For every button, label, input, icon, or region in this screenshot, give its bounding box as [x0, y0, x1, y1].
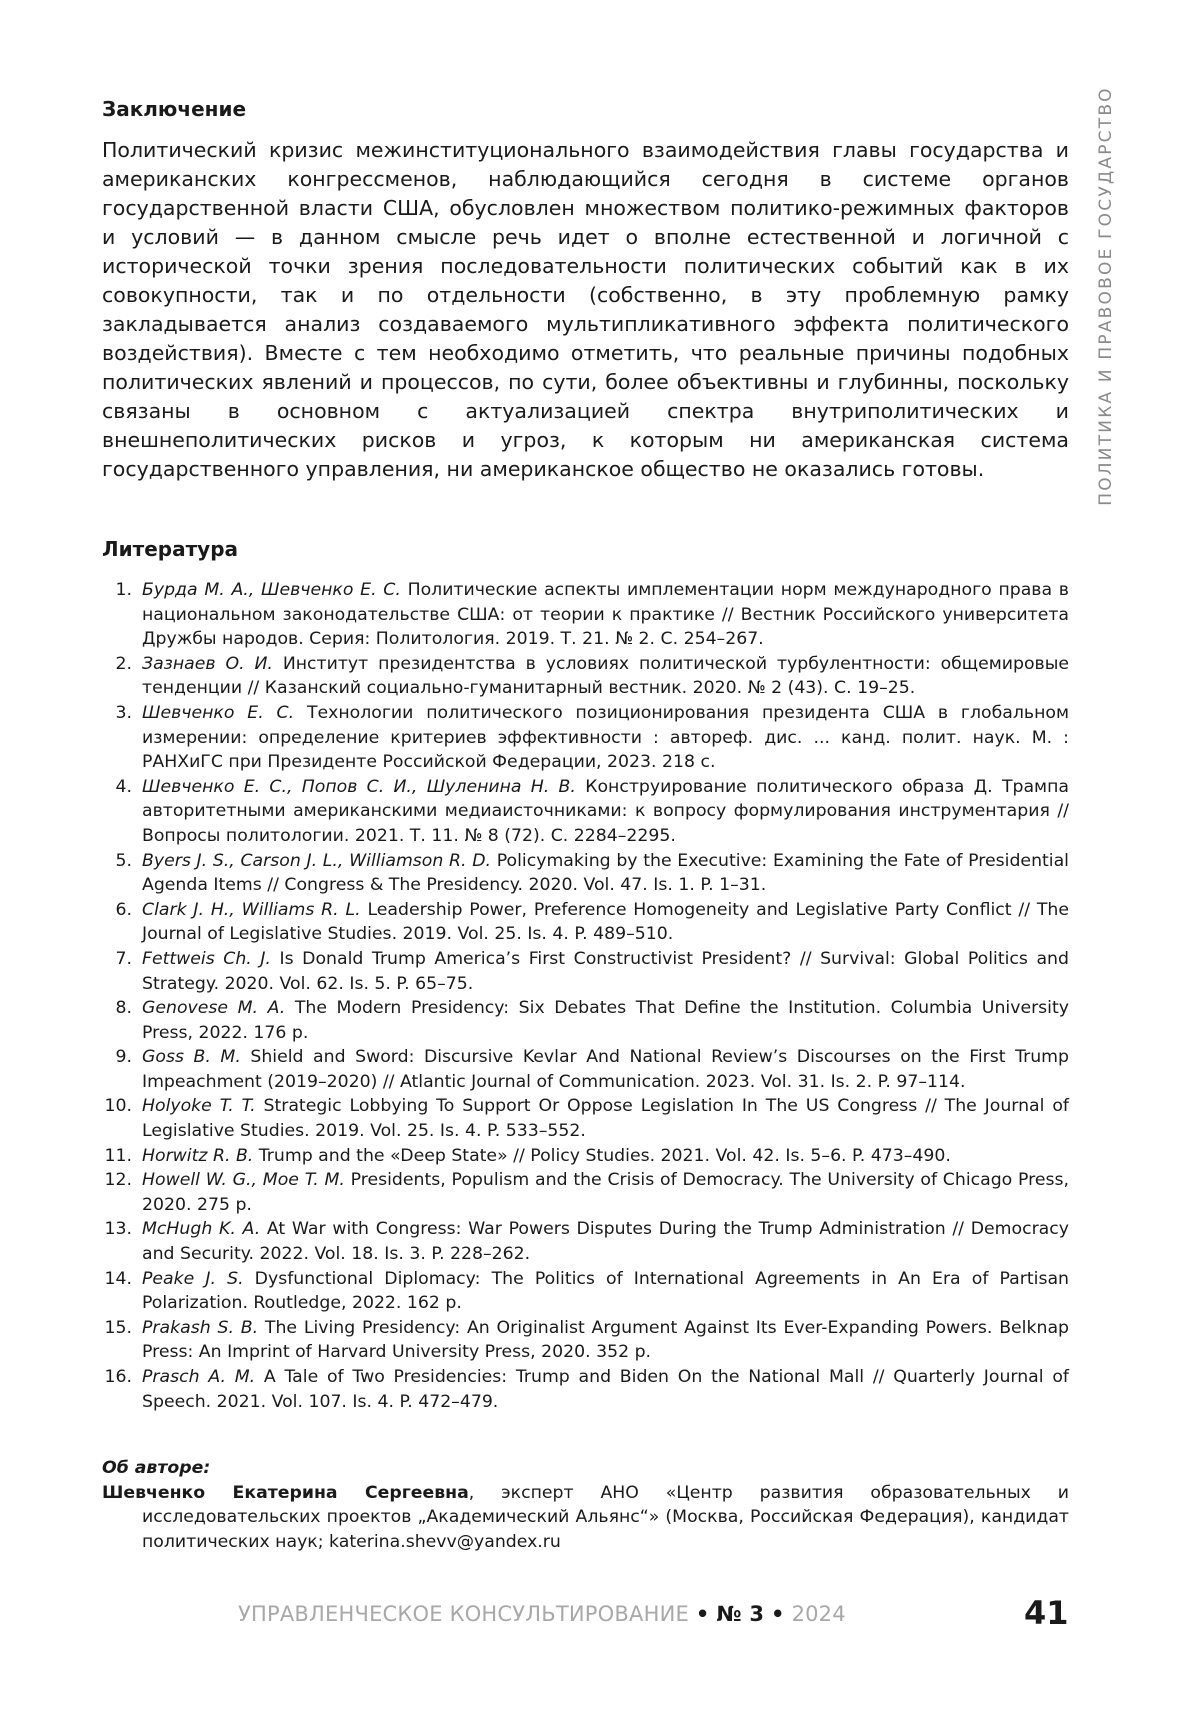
reference-text: At War with Congress: War Powers Disputes During the Trump Administration // Democracy and Security. 2022. Vol. 18. Is. 3. P. 228–262.	[142, 1219, 1069, 1265]
journal-info	[238, 1602, 846, 1626]
reference-text: Dysfunctional Diplomacy: The Politics of International Agreements in An Era of Partisan Polarization. Routledge, 2022. 162 p.	[142, 1268, 1069, 1314]
reference-authors: Horwitz R. B.	[142, 1145, 254, 1166]
reference-item	[102, 1144, 1069, 1169]
reference-authors: Prakash S. B.	[142, 1317, 259, 1338]
reference-text: Конструирование политического образа Д. Трампа авторитетными американскими медиаисточниками: к вопросу формулирования инструментария // Вопросы политологии. 2021. Т. 11. № 8 (72). С. 2284–2295.	[142, 776, 1069, 846]
reference-number: 1.	[115, 580, 132, 600]
reference-text: Is Donald Trump America’s First Constructivist President? // Survival: Global Politics and Strategy. 2020. Vol. 62. Is. 5. P. 65–75.	[142, 948, 1069, 994]
reference-text: The Modern Presidency: Six Debates That Define the Institution. Columbia University Press, 2022. 176 p.	[142, 998, 1069, 1043]
reference-number: 4.	[115, 776, 132, 797]
author-details: , эксперт АНО «Центр развития образовательных и исследовательских проектов „Академический Альянс“» (Москва, Российская Федерация), кандидат политических наук; katerina.shevv@yandex.ru	[142, 1482, 1069, 1552]
references-list	[102, 578, 1069, 1414]
page-footer	[0, 1590, 1200, 1640]
reference-item	[102, 1217, 1069, 1266]
reference-authors: McHugh K. A.	[142, 1219, 261, 1240]
reference-text: Presidents, Populism and the Crisis of Democracy. The University of Chicago Press, 2020. 275 p.	[142, 1170, 1070, 1215]
reference-authors: Holyoke T. T.	[142, 1096, 256, 1117]
reference-text: Strategic Lobbying To Support Or Oppose Legislation In The US Congress // The Journal of Legislative Studies. 2019. Vol. 25. Is. 4. P. 533–552.	[142, 1096, 1069, 1142]
reference-item	[102, 996, 1069, 1045]
reference-text: Технологии политического позиционирования президента США в глобальном измерении: определение критериев эффективности : автореф. дис. ... канд. полит. наук. М. : РАНХиГС при Президенте Российской Федерации, 2023. 218 с.	[142, 702, 1070, 773]
reference-authors: Goss B. M.	[142, 1047, 241, 1068]
reference-item	[102, 1267, 1069, 1316]
reference-text: The Living Presidency: An Originalist Argument Against Its Ever-Expanding Powers. Belknap Press: An Imprint of Harvard University Press, 2020. 352 p.	[142, 1317, 1070, 1363]
reference-number: 14.	[104, 1268, 132, 1289]
reference-authors: Genovese M. A.	[142, 998, 286, 1019]
conclusion-paragraph: Политический кризис межинституционального взаимодействия главы государства и американских конгрессменов, наблюдающийся сегодня в системе органов государственной власти США, обусловлен множеством политико-режимных факторов и условий — в данном смысле речь идет о вполне естественной и логичной с исторической точки зрения последовательности политических событий как в их совокупности, так и по отдельности (собственно, в эту проблемную рамку закладывается анализ создаваемого мультипликативного эффекта политического воздействия). Вместе с тем необходимо отметить, что реальные причины подобных политических явлений и процессов, по сути, более объективны и глубинны, поскольку связаны в основном с актуализацией спектра внутриполитических и внешнеполитических рисков и угроз, к которым ни американская система государственного управления, ни американское общество не оказались готовы.	[102, 138, 1069, 481]
author-info	[102, 1456, 1069, 1554]
reference-number: 8.	[115, 998, 132, 1019]
reference-number: 15.	[104, 1317, 132, 1338]
reference-authors: Clark J. H., Williams R. L.	[142, 899, 361, 920]
reference-number: 9.	[115, 1047, 132, 1068]
author-line	[102, 1481, 1069, 1555]
reference-item	[102, 849, 1069, 898]
reference-authors: Шевченко Е. С.	[142, 702, 295, 723]
page-number: 41	[1024, 1594, 1069, 1632]
reference-authors: Byers J. S., Carson J. L., Williamson R. D.	[142, 850, 492, 871]
reference-number: 6.	[115, 899, 132, 920]
reference-number: 2.	[115, 653, 132, 674]
reference-text: Институт президентства в условиях политической турбулентности: общемировые тенденции // Казанский социально-гуманитарный вестник. 2020. № 2 (43). С. 19–25.	[142, 653, 1069, 699]
separator-dot: •	[695, 1602, 710, 1626]
reference-item	[102, 1045, 1069, 1094]
reference-item	[102, 1094, 1069, 1143]
reference-authors: Prasch A. M.	[142, 1367, 256, 1387]
reference-authors: Шевченко Е. С., Попов С. И., Шуленина Н. В.	[142, 776, 576, 797]
reference-authors: Fettweis Ch. J.	[142, 948, 271, 969]
reference-text: Policymaking by the Executive: Examining the Fate of Presidential Agenda Items // Congress & The Presidency. 2020. Vol. 47. Is. 1. P. 1–31.	[142, 850, 1069, 896]
page-body	[102, 92, 1069, 1555]
reference-authors: Бурда М. А., Шевченко Е. С.	[142, 580, 401, 600]
reference-item	[102, 1365, 1069, 1414]
reference-item	[102, 1168, 1069, 1217]
reference-item	[102, 947, 1069, 996]
reference-number: 3.	[115, 702, 132, 723]
reference-item	[102, 1316, 1069, 1365]
reference-item	[102, 578, 1069, 652]
author-heading: Об авторе:	[102, 1458, 211, 1479]
reference-item	[102, 701, 1069, 775]
references-heading: Литература	[102, 537, 239, 561]
reference-number: 5.	[115, 850, 132, 871]
reference-text: Shield and Sword: Discursive Kevlar And National Review’s Discourses on the First Trump Impeachment (2019–2020) // Atlantic Journal of Communication. 2023. Vol. 31. Is. 2. P. 97–114.	[142, 1047, 1069, 1092]
reference-number: 16.	[104, 1367, 132, 1387]
reference-number: 10.	[104, 1096, 132, 1117]
reference-text: A Tale of Two Presidencies: Trump and Biden On the National Mall // Quarterly Journal of Speech. 2021. Vol. 107. Is. 4. P. 472–479.	[142, 1367, 1069, 1412]
reference-item	[102, 898, 1069, 947]
reference-number: 12.	[104, 1170, 132, 1191]
issue-number: № 3	[716, 1602, 765, 1626]
journal-year: 2024	[791, 1602, 846, 1626]
reference-number: 7.	[115, 948, 132, 969]
reference-text: Trump and the «Deep State» // Policy Studies. 2021. Vol. 42. Is. 5–6. P. 473–490.	[253, 1145, 951, 1166]
author-name: Шевченко Екатерина Сергеевна	[102, 1482, 469, 1503]
reference-text: Leadership Power, Preference Homogeneity and Legislative Party Conflict // The Journal of Legislative Studies. 2019. Vol. 25. Is. 4. P. 489–510.	[142, 899, 1069, 945]
separator-dot: •	[771, 1602, 785, 1626]
reference-authors: Peake J. S.	[142, 1268, 244, 1289]
reference-item	[102, 775, 1069, 849]
reference-text: Политические аспекты имплементации норм международного права в национальном законодательстве США: от теории к практике // Вестник Российского университета Дружбы народов. Серия: Политология. 2019. Т. 21. № 2. С. 254–267.	[142, 580, 1069, 650]
reference-item	[102, 652, 1069, 701]
running-title: ПОЛИТИКА И ПРАВОВОЕ ГОСУДАРСТВО	[1096, 86, 1116, 506]
reference-number: 13.	[104, 1219, 132, 1240]
reference-number: 11.	[104, 1145, 132, 1166]
journal-title: УПРАВЛЕНЧЕСКОЕ КОНСУЛЬТИРОВАНИЕ	[238, 1602, 689, 1626]
conclusion-heading: Заключение	[102, 97, 247, 121]
reference-authors: Зазнаев О. И.	[142, 653, 273, 674]
reference-authors: Howell W. G., Moe T. M.	[142, 1170, 345, 1191]
